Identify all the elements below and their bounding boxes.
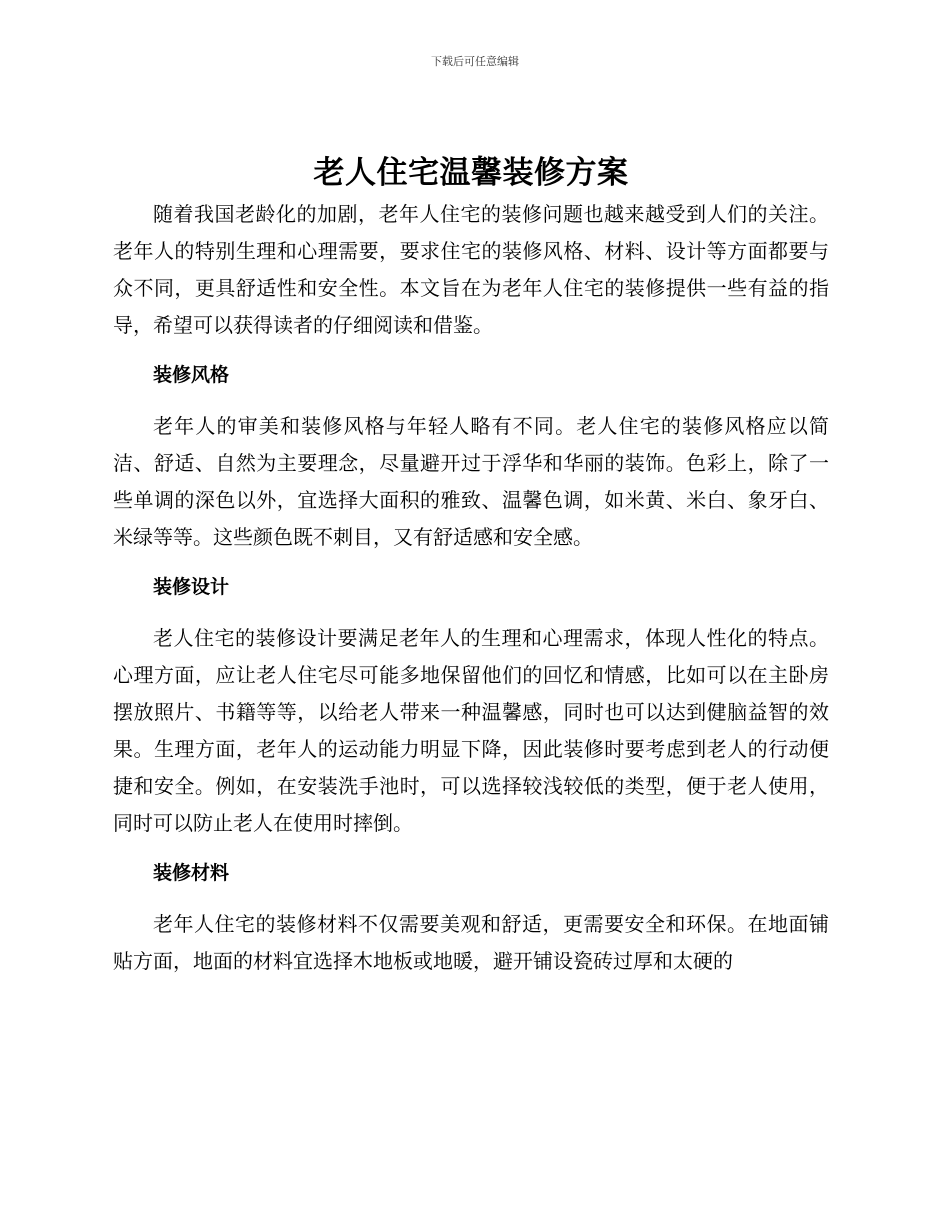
- document-body: [113, 150, 829, 980]
- section-heading-design: 装修设计: [153, 576, 230, 598]
- section-design: [113, 573, 829, 842]
- section-paragraph-style: 老年人的审美和装修风格与年轻人略有不同。老人住宅的装修风格应以简洁、舒适、自然为主要理念，尽量避开过于浮华和华丽的装饰。色彩上，除了一些单调的深色以外，宜选择大面积的雅致、温馨色调，如米黄、米白、象牙白、米绿等等。这些颜色既不刺目，又有舒适感和安全感。: [113, 414, 829, 549]
- section-paragraph-design: 老人住宅的装修设计要满足老年人的生理和心理需求，体现人性化的特点。心理方面，应让老人住宅尽可能多地保留他们的回忆和情感，比如可以在主卧房摆放照片、书籍等等，以给老人带来一种温馨感，同时也可以达到健脑益智的效果。生理方面，老年人的运动能力明显下降，因此装修时要考虑到老人的行动便捷和安全。例如，在安装洗手池时，可以选择较浅较低的类型，便于老人使用，同时可以防止老人在使用时摔倒。: [113, 626, 829, 835]
- intro-paragraph: 随着我国老龄化的加剧，老年人住宅的装修问题也越来越受到人们的关注。老年人的特别生理和心理需要，要求住宅的装修风格、材料、设计等方面都要与众不同，更具舒适性和安全性。本文旨在为老年人住宅的装修提供一些有益的指导，希望可以获得读者的仔细阅读和借鉴。: [113, 202, 829, 337]
- section-style: [113, 361, 829, 556]
- section-heading-style: 装修风格: [153, 364, 230, 386]
- section-materials: [113, 859, 829, 980]
- page-header: 下载后可任意编辑: [431, 55, 519, 68]
- section-heading-materials: 装修材料: [153, 862, 230, 884]
- section-paragraph-materials: 老年人住宅的装修材料不仅需要美观和舒适，更需要安全和环保。在地面铺贴方面，地面的材料宜选择木地板或地暖，避开铺设瓷砖过厚和太硬的: [113, 912, 829, 973]
- document-title: 老人住宅温馨装修方案: [313, 155, 629, 191]
